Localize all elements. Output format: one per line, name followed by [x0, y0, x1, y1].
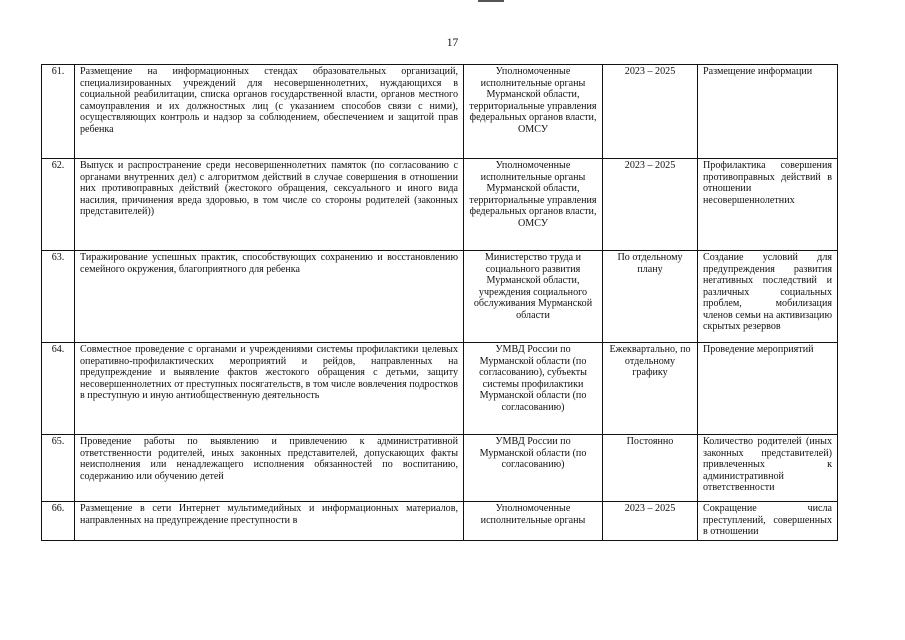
table-row	[42, 502, 838, 541]
result-cell: Профилактика совершения противоправных действий в отношении несовершеннолетних	[698, 159, 838, 251]
task-cell: Совместное проведение с органами и учреждениями системы профилактики целевых оперативно-профилактических мероприятий и рейдов, направленных на предупреждение и выявление фактов жестокого обращения с детьми, защиту несовершеннолетних от преступных посягательств, в том числе вовлечения подростков в преступную и иную антиобщественную деятельность	[75, 343, 464, 435]
executor-cell: УМВД России по Мурманской области (по согласованию), субъекты системы профилактики Мурманской области (по согласованию)	[464, 343, 603, 435]
term-cell: 2023 – 2025	[603, 65, 698, 159]
term-cell: 2023 – 2025	[603, 502, 698, 541]
table-row	[42, 343, 838, 435]
task-cell: Проведение работы по выявлению и привлечению к административной ответственности родителей, иных законных представителей, допускающих факты неисполнения или ненадлежащего исполнения обязанностей по воспитанию, содержанию или обучению детей	[75, 435, 464, 502]
table-row	[42, 65, 838, 159]
term-cell: По отдельному плану	[603, 251, 698, 343]
term-cell: 2023 – 2025	[603, 159, 698, 251]
task-cell: Размещение на информационных стендах образовательных организаций, специализированных учреждений для несовершеннолетних, нуждающихся в социальной реабилитации, списка органов государственной власти, органов местного самоуправления и их должностных лиц (с указанием способов связи с ними), осуществляющих контроль и надзор за соблюдением, обеспечением и защитой прав ребенка	[75, 65, 464, 159]
term-cell: Ежеквартально, по отдельному графику	[603, 343, 698, 435]
task-cell: Выпуск и распространение среди несовершеннолетних памяток (по согласованию с органами внутренних дел) с алгоритмом действий в случае совершения в отношении них противоправных действий (жестокого обращения, сексуального и иного вида насилия, причинения вреда здоровью, в том числе со стороны родителей (законных представителей))	[75, 159, 464, 251]
executor-cell: Уполномоченные исполнительные органы Мурманской области, территориальные управления федеральных органов власти, ОМСУ	[464, 159, 603, 251]
result-cell: Проведение мероприятий	[698, 343, 838, 435]
row-number: 64.	[42, 343, 75, 435]
table-row	[42, 251, 838, 343]
result-cell: Создание условий для предупреждения развития негативных последствий и различных социальных проблем, мобилизация членов семьи на активизацию скрытых резервов	[698, 251, 838, 343]
result-cell: Сокращение числа преступлений, совершенных в отношении	[698, 502, 838, 541]
row-number: 62.	[42, 159, 75, 251]
executor-cell: Уполномоченные исполнительные органы Мурманской области, территориальные управления федеральных органов власти, ОМСУ	[464, 65, 603, 159]
page-number: 17	[446, 37, 459, 49]
row-number: 61.	[42, 65, 75, 159]
executor-cell: УМВД России по Мурманской области (по согласованию)	[464, 435, 603, 502]
result-cell: Размещение информации	[698, 65, 838, 159]
executor-cell: Уполномоченные исполнительные органы	[464, 502, 603, 541]
task-cell: Размещение в сети Интернет мультимедийных и информационных материалов, направленных на предупреждение преступности в	[75, 502, 464, 541]
task-cell: Тиражирование успешных практик, способствующих сохранению и восстановлению семейного окружения, благоприятного для ребенка	[75, 251, 464, 343]
row-number: 66.	[42, 502, 75, 541]
row-number: 65.	[42, 435, 75, 502]
measures-table	[41, 64, 838, 541]
executor-cell: Министерство труда и социального развития Мурманской области, учреждения социального обслуживания Мурманской области	[464, 251, 603, 343]
page-top-mark	[478, 0, 504, 2]
term-cell: Постоянно	[603, 435, 698, 502]
result-cell: Количество родителей (иных законных представителей) привлеченных к административной ответственности	[698, 435, 838, 502]
table-row	[42, 159, 838, 251]
row-number: 63.	[42, 251, 75, 343]
table-row	[42, 435, 838, 502]
